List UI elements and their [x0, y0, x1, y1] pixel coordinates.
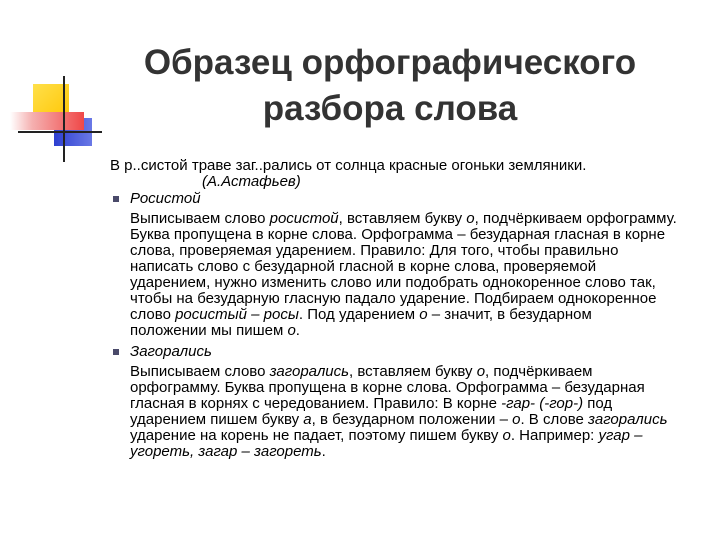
text-line: слова, проверяемая ударением. Правило: Для того, чтобы правильно: [130, 242, 619, 259]
example-sentence: В р..систой траве заг..рались от солнца красные огоньки земляники.: [110, 157, 587, 174]
deco-vertical-line: [63, 76, 65, 162]
text-line: Буква пропущена в корне слова. Орфограмма – безударная гласная в корне: [130, 226, 666, 243]
text-line: ударением, нужно изменить слово или подобрать однокоренное слово так,: [130, 274, 656, 291]
bullet-icon: [113, 196, 119, 202]
title-line: разбора слова: [262, 89, 518, 128]
italic-fragment: росистый – росы: [175, 306, 299, 323]
item-word: Росистой: [130, 190, 201, 207]
text-line: гласная в корнях с чередованием. Правило: В корне -гар- (-гор-) под: [130, 395, 613, 412]
list-item: [110, 344, 690, 460]
italic-fragment: угар –: [598, 427, 643, 444]
text-line: слово росистый – росы. Под ударением о – значит, в безударном: [130, 306, 592, 323]
corner-decoration: [0, 0, 110, 160]
bullet-row: [110, 191, 690, 207]
text-line: Выписываем слово загорались, вставляем букву о, подчёркиваем: [130, 363, 593, 380]
page-title: [110, 40, 670, 132]
slide-body: [110, 158, 690, 460]
item-word: Загорались: [130, 343, 212, 360]
author: (А.Астафьев): [202, 173, 301, 190]
text-line: ударение на корень не падает, поэтому пишем букву о. Например: угар –: [130, 427, 643, 444]
item-text: [110, 211, 690, 339]
italic-fragment: о: [502, 427, 511, 444]
bullet-row: [110, 344, 690, 360]
text-line: чтобы на безударную гласную падало ударение. Подбираем однокоренное: [130, 290, 657, 307]
italic-fragment: о: [287, 322, 296, 339]
text-line: положении мы пишем о.: [130, 322, 300, 339]
italic-fragment: -гар- (-гор-): [501, 395, 584, 412]
list-item: [110, 191, 690, 339]
text-line: Выписываем слово росистой, вставляем букву о, подчёркиваем орфограмму.: [130, 210, 677, 227]
italic-fragment: угореть, загар – загореть: [130, 443, 322, 460]
deco-red-bar: [10, 112, 84, 130]
italic-fragment: а: [303, 411, 312, 428]
italic-fragment: о: [466, 210, 475, 227]
text-line: написать слово с безударной гласной в корне слова, проверяемой: [130, 258, 597, 275]
text-line: ударением пишем букву а, в безударном положении – о. В слове загорались: [130, 411, 668, 428]
italic-fragment: о: [476, 363, 486, 380]
text-line: угореть, загар – загореть.: [130, 443, 326, 460]
text-line: орфограмму. Буква пропущена в корне слова. Орфограмма – безударная: [130, 379, 645, 396]
deco-horizontal-line: [18, 131, 102, 133]
italic-fragment: о: [419, 306, 428, 323]
italic-fragment: росистой: [269, 210, 339, 227]
italic-fragment: загорались: [588, 411, 668, 428]
item-text: [110, 364, 690, 460]
bullet-icon: [113, 349, 119, 355]
title-line: Образец орфографического: [143, 43, 637, 82]
italic-fragment: загорались: [269, 363, 350, 380]
italic-fragment: о: [512, 411, 521, 428]
